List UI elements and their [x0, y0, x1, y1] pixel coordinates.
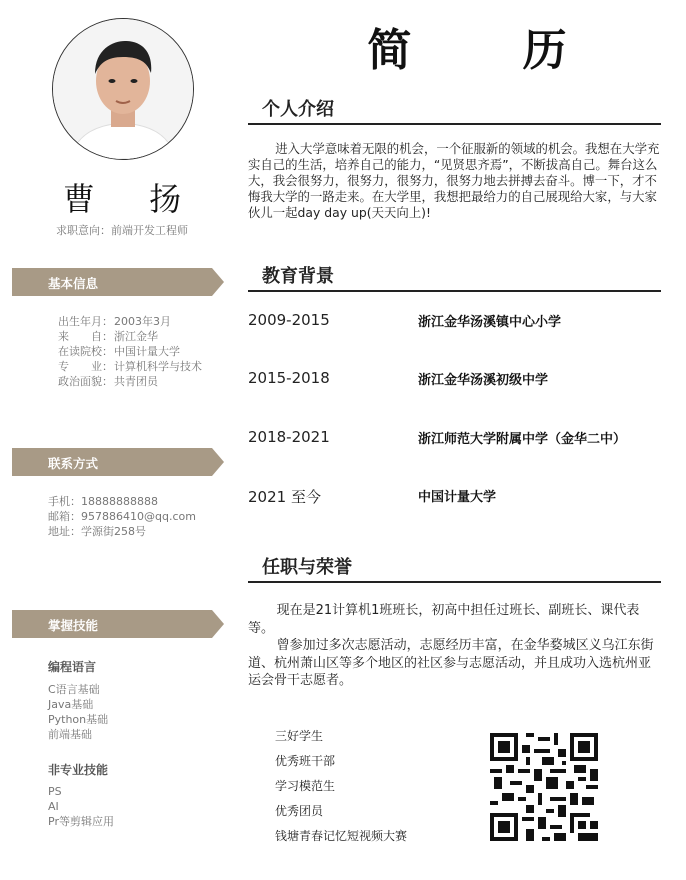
intro-text: 进入大学意味着无限的机会，一个征服新的领域的机会。我想在大学充实自己的生活，培养自己的能力，“见贤思齐焉”，不断拔高自己。舞台这么大，我会很努力，很努力，很努力，很努力地去拼搏去奋斗。博一下，才不悔我大学的一路走来。在大学里，我想把最给力的自己展现给大家，与大家伙儿一起day day up(天天向上)! [248, 141, 660, 220]
job-intent: 求职意向：前端开发工程师 [56, 224, 188, 237]
basic-info-list [58, 314, 202, 389]
contact-address: 地址：学源街258号 [48, 525, 146, 538]
profile-photo [52, 18, 194, 160]
honor-item: 钱塘青春记忆短视频大赛 [275, 829, 408, 843]
education-years: 2021 至今 [248, 488, 321, 506]
skill-item: PS [48, 785, 62, 798]
education-heading: 教育背景 [248, 260, 661, 292]
honors-text: 现在是21计算机1班班长，初高中担任过班长、副班长、课代表等。 曾参加过多次志愿活动，志愿经历丰富，在金华婺城区义乌江东街道、杭州萧山区等多个地区的社区参与志愿活动，并且成功入选杭州亚运会骨干志愿者。 [248, 603, 654, 688]
qr-code [490, 733, 598, 841]
basic-info-item: 在读院校：中国计量大学 [58, 345, 180, 358]
programming-title: 编程语言 [48, 660, 97, 674]
skill-item: 前端基础 [48, 728, 92, 741]
education-school: 浙江师范大学附属中学（金华二中） [418, 432, 627, 447]
basic-info-item: 政治面貌：共青团员 [58, 375, 158, 388]
education-years: 2018-2021 [248, 428, 330, 446]
other-skills-list [48, 784, 114, 829]
basic-info-item: 出生年月：2003年3月 [58, 315, 171, 328]
basic-info-item: 专 业：计算机科学与技术 [58, 360, 202, 373]
contact-heading: 联系方式 [12, 448, 224, 476]
contact-email: 邮箱：957886410@qq.com [48, 510, 196, 523]
skills-heading: 掌握技能 [12, 610, 224, 638]
page-title: 简 历 [367, 25, 615, 76]
skill-item: AI [48, 800, 59, 813]
honor-item: 学习模范生 [275, 779, 336, 793]
contact-list [48, 494, 196, 539]
honors-heading: 任职与荣誉 [248, 551, 661, 583]
other-skills-title: 非专业技能 [48, 763, 109, 777]
education-school: 中国计量大学 [418, 490, 497, 505]
basic-info-heading: 基本信息 [12, 268, 224, 296]
contact-phone: 手机：18888888888 [48, 495, 158, 508]
programming-list [48, 682, 108, 742]
skill-item: Java基础 [48, 698, 94, 711]
education-school: 浙江金华汤溪初级中学 [418, 373, 549, 388]
honor-item: 三好学生 [275, 729, 324, 743]
skill-item: Python基础 [48, 713, 109, 726]
basic-info-item: 来 自：浙江金华 [58, 330, 158, 343]
education-school: 浙江金华汤溪镇中心小学 [418, 315, 562, 330]
education-years: 2015-2018 [248, 369, 330, 387]
skill-item: Pr等剪辑应用 [48, 815, 114, 828]
honor-item: 优秀团员 [275, 804, 324, 818]
skill-item: C语言基础 [48, 683, 100, 696]
honor-item: 优秀班干部 [275, 754, 336, 768]
education-years: 2009-2015 [248, 311, 330, 329]
candidate-name: 曹 扬 [62, 180, 204, 218]
intro-heading: 个人介绍 [248, 93, 661, 125]
